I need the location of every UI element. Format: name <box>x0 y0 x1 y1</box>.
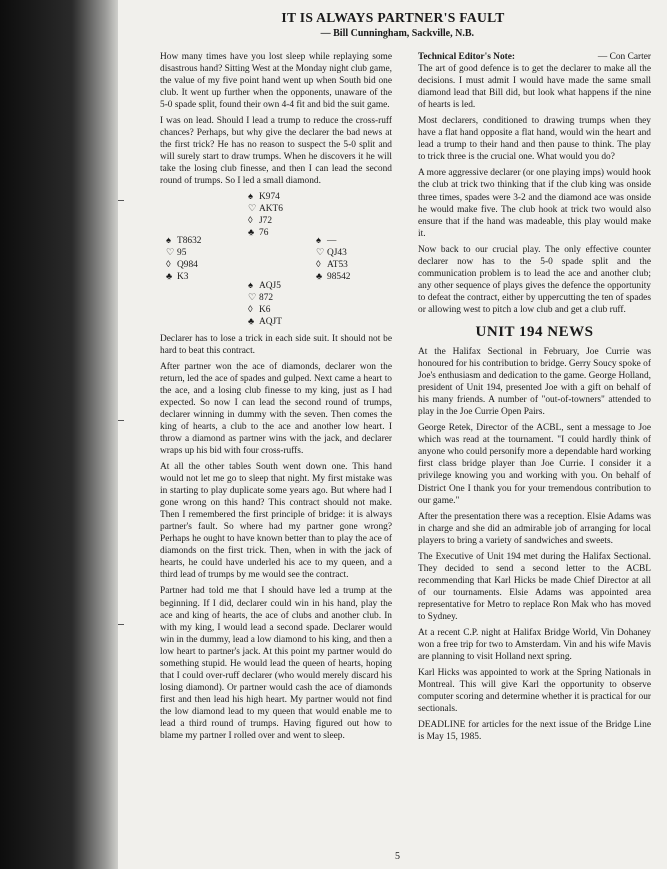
paragraph: Partner had told me that I should have led a trump at the beginning. If I did, declarer could win in his hand, play the ace and king of hearts, the ace of clubs and another club. In with my king, I would lead a second spade. Declarer would win in the dummy, lead a low diamond to his king, and then a low heart to partner's jack. At this point my partner would do something stupid. He would lead the queen of hearts, hoping that I could over-ruff declarer (who would merely discard his losing diamond). Or partner would cash the ace of diamonds first and then lead his high heart. My partner would not find the low diamond lead to my queen that would enable me to lead a third round of trumps. Having figured out how to blame my partner I rolled over and went to sleep. <box>160 586 392 742</box>
paragraph: The art of good defence is to get the declarer to make all the decisions. I must admit I would have made the same small diamond lead that Bill did, but look what happens if the nine of hearts is led. <box>418 64 651 111</box>
paragraph: At all the other tables South went down one. This hand would not let me go to sleep that night. My first mistake was in starting to play duplicate some years ago. But where had I gone wrong on this hand? This contract should not make. Then I remembered the first principle of bridge: it is always partner's fault. So where had my partner gone wrong? Perhaps he ought to have known better than to play the ace of diamonds on the first trick. Then, when in with the jack of hearts, he could have underled his ace to my queen, and a third lead of trumps by me would see the contract. <box>160 461 392 581</box>
paragraph: Karl Hicks was appointed to work at the Spring Nationals in Montreal. This will give Karl the opportunity to observe computer scoring and determine whether it is practical for our sectionals. <box>418 668 651 715</box>
paragraph: George Retek, Director of the ACBL, sent a message to Joe which was read at the tournament. "I could hardly think of anyone who could personify more a dependable hard working first class bridge player than Joe Currie. I consider it a privilege knowing you and working with you. On behalf of District One I thank you for your tremendous contribution to our game." <box>418 423 651 506</box>
paragraph: DEADLINE for articles for the next issue of the Bridge Line is May 15, 1985. <box>418 720 651 743</box>
club-icon: ♣ <box>316 271 323 282</box>
diamond-icon: ◊ <box>248 215 253 226</box>
editor-note-heading <box>418 51 651 63</box>
paragraph: After the presentation there was a reception. Elsie Adams was in charge and she did an admirable job of arranging for local players to bring a variety of sandwiches and sweets. <box>418 511 651 546</box>
spade-icon: ♠ <box>316 235 321 246</box>
page-number: 5 <box>395 851 400 862</box>
margin-tick <box>118 624 124 625</box>
club-icon: ♣ <box>166 271 173 282</box>
margin-tick <box>118 200 124 201</box>
spade-icon: ♠ <box>166 235 171 246</box>
heart-icon: ♡ <box>166 247 175 258</box>
heart-icon: ♡ <box>248 292 257 303</box>
diamond-icon: ◊ <box>316 259 321 270</box>
book-binding <box>0 0 120 869</box>
heart-icon: ♡ <box>248 203 257 214</box>
paragraph: I was on lead. Should I lead a trump to reduce the cross-ruff chances? Perhaps, but why give the declarer the bad news at the first trick? He has no reason to suspect the 5-0 split and will surely start to draw trumps. When he discovers it he will take the losing club finesse, and then I can lead the second round of trumps. So I led a small diamond. <box>160 116 392 187</box>
unit-news-heading: UNIT 194 NEWS <box>475 323 594 340</box>
club-icon: ♣ <box>248 316 255 327</box>
margin-tick <box>118 420 124 421</box>
paragraph: The Executive of Unit 194 met during the Halifax Sectional. They decided to send a second letter to the ACBL recommending that Karl Hicks be made Chief Director at all of our tournaments. Elsie Adams was appointed area representative for Metro to replace Ron Mak who has moved to Sydney. <box>418 551 651 622</box>
editor-note-label: Technical Editor's Note: <box>418 52 516 62</box>
club-icon: ♣ <box>248 227 255 238</box>
south-hand: ♠ AQJ5 ♡ 872 ◊ K6 ♣ AQJT <box>248 280 282 327</box>
spade-icon: ♠ <box>248 191 253 202</box>
left-column <box>160 51 392 746</box>
paragraph: How many times have you lost sleep while replaying some disastrous hand? Sitting West at the Monday night club game, the value of my five point hand went up when South bid one club. It went up further when the opponents, unaware of the 5-0 spade split, found their own 4-4 fit and bid the suit game. <box>160 52 392 111</box>
paragraph: At the Halifax Sectional in February, Joe Currie was honoured for his contribution to bridge. Gerry Soucy spoke of Joe's enthusiasm and dedication to the game. George Holland, president of Unit 194, presented Joe with a gift on behalf of his many friends. A number of "out-of-towners" attended to play in the Joe Currie Open Pairs. <box>418 346 651 418</box>
editor-note-author: — Con Carter <box>597 52 651 62</box>
heart-icon: ♡ <box>316 247 325 258</box>
east-hand: ♠ — ♡ QJ43 ◊ AT53 ♣ 98542 <box>316 235 351 282</box>
diamond-icon: ◊ <box>166 259 171 270</box>
article-title: IT IS ALWAYS PARTNER'S FAULT <box>281 10 505 25</box>
spade-icon: ♠ <box>248 280 253 291</box>
paragraph: After partner won the ace of diamonds, declarer won the return, led the ace of spades and gulped. Next came a heart to the ace, and a losing club finesse to my king, just as I had expected. So now I can lead the second round of trumps, declarer winning in dummy with the seven. Then comes the king of hearts, a club to the ace and another low heart. I throw a diamond as partner wins with the jack, and declarer wraps up his bid with four cross-ruffs. <box>160 361 392 456</box>
north-hand: ♠ K974 ♡ AKT6 ◊ J72 ♣ 76 <box>248 191 283 238</box>
diamond-icon: ◊ <box>248 304 253 315</box>
west-hand: ♠ T8632 ♡ 95 ◊ Q984 ♣ K3 <box>166 235 202 282</box>
paragraph: At a recent C.P. night at Halifax Bridge World, Vin Dohaney won a free trip for two to Amsterdam. Vin and his wife Mavis are planning to visit Holland next spring. <box>418 628 651 663</box>
paragraph: Now back to our crucial play. The only effective counter declarer now has to the 5-0 spade split and the communication problem is to lead the ace and another club; any other sequence of plays gives the defence the opportunity to defeat the contract, either by uppercutting the ten of spades or allowing west to pitch a low club and get a club ruff. <box>418 244 651 315</box>
paragraph: Most declarers, conditioned to drawing trumps when they have a flat hand opposite a flat hand, would win the heart and lead a trump to their hand and then pause to think. The play to trick three is the crucial one. What would you do? <box>418 116 651 163</box>
paragraph: Declarer has to lose a trick in each side suit. It should not be hard to beat this contract. <box>160 333 392 356</box>
right-column <box>418 51 651 747</box>
paragraph: A more aggressive declarer (or one playing imps) would hook the club at trick two thinking that if the club king was onside three times, spades were 3-2 and the diamond ace was onside he would make five. The club hook at trick two would also ensure that if the hand was madeable, this play would make it. <box>418 168 651 239</box>
bridge-deal-diagram <box>160 192 392 329</box>
article-byline: — Bill Cunningham, Sackville, N.B. <box>320 28 474 39</box>
